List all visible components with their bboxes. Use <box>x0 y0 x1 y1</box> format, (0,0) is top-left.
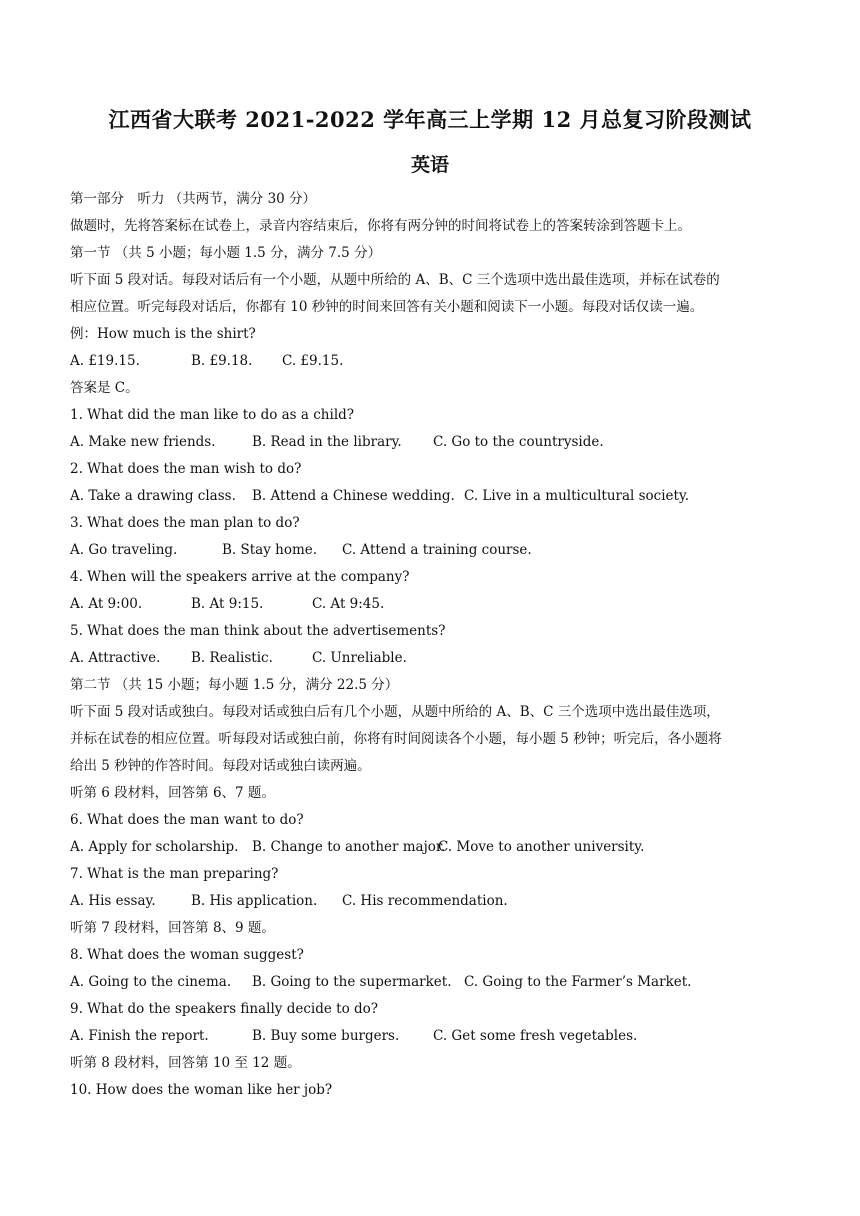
option-c: C. Attend a training course. <box>342 542 532 558</box>
question-text: 2. What does the man wish to do? <box>70 461 302 477</box>
question-text: 1. What did the man like to do as a child? <box>70 407 355 423</box>
question-text: 7. What is the man preparing? <box>70 866 279 882</box>
option-b: B. Change to another major. <box>252 839 446 855</box>
example-question: 例：How much is the shirt? <box>70 326 256 342</box>
section2-heading: 第二节 （共 15 小题；每小题 1.5 分，满分 22.5 分） <box>70 677 399 693</box>
question-text: 6. What does the man want to do? <box>70 812 304 828</box>
option-a: A. Attractive. <box>70 650 161 666</box>
example-options <box>70 348 792 375</box>
section1-instruction-line: 相应位置。听完每段对话后，你都有 10 秒钟的时间来回答有关小题和阅读下一小题。每段对话仅读一遍。 <box>70 299 704 315</box>
part1-instruction: 做题时，先将答案标在试卷上，录音内容结束后，你将有两分钟的时间将试卷上的答案转涂到答题卡上。 <box>70 218 691 234</box>
question-options <box>70 429 792 456</box>
question-options <box>70 1023 792 1050</box>
option-b: B. Going to the supermarket. <box>252 974 452 990</box>
question-options <box>70 591 792 618</box>
option-b: B. At 9:15. <box>191 596 264 612</box>
question-text: 10. How does the woman like her job? <box>70 1082 333 1098</box>
section2-instruction-line: 并标在试卷的相应位置。听每段对话或独白前，你将有时间阅读各个小题，每小题 5 秒钟；听完后，各小题将 <box>70 731 722 747</box>
option-c: C. Get some fresh vegetables. <box>433 1028 638 1044</box>
section2-instruction-line: 给出 5 秒钟的作答时间。每段对话或独白读两遍。 <box>70 758 371 774</box>
question-text: 3. What does the man plan to do? <box>70 515 300 531</box>
option-b: B. Buy some burgers. <box>252 1028 400 1044</box>
question-options <box>70 888 792 915</box>
option-c: C. Move to another university. <box>438 839 645 855</box>
page-title: 江西省大联考 2021-2022 学年高三上学期 12 月总复习阶段测试 <box>108 107 752 132</box>
question-text: 4. When will the speakers arrive at the company? <box>70 569 410 585</box>
option-b: B. Attend a Chinese wedding. <box>252 488 455 504</box>
option-b: B. Realistic. <box>191 650 273 666</box>
question-text: 9. What do the speakers finally decide to do? <box>70 1001 379 1017</box>
question-text: 8. What does the woman suggest? <box>70 947 304 963</box>
section1-heading: 第一节 （共 5 小题；每小题 1.5 分，满分 7.5 分） <box>70 245 382 261</box>
subject-title: 英语 <box>410 154 449 176</box>
part1-heading: 第一部分 听力 （共两节，满分 30 分） <box>70 191 317 207</box>
question-options <box>70 537 792 564</box>
option-b: B. Read in the library. <box>252 434 402 450</box>
question-options <box>70 834 792 861</box>
question-options <box>70 645 792 672</box>
material-instruction: 听第 6 段材料，回答第 6、7 题。 <box>70 785 275 801</box>
option-c: C. Go to the countryside. <box>433 434 604 450</box>
option-c: C. Live in a multicultural society. <box>464 488 690 504</box>
question-text: 5. What does the man think about the advertisements? <box>70 623 446 639</box>
option-a: A. At 9:00. <box>70 596 143 612</box>
option-c: C. Going to the Farmer’s Market. <box>464 974 692 990</box>
option-a: A. Going to the cinema. <box>70 974 232 990</box>
option-a: A. Go traveling. <box>70 542 178 558</box>
option-a: A. Make new friends. <box>70 434 216 450</box>
example-answer: 答案是 C。 <box>70 380 139 396</box>
exam-body <box>70 186 792 1104</box>
section1-instruction-line: 听下面 5 段对话。每段对话后有一个小题，从题中所给的 A、B、C 三个选项中选出最佳选项，并标在试卷的 <box>70 272 720 288</box>
option-a: A. Apply for scholarship. <box>70 839 239 855</box>
option-a: A. His essay. <box>70 893 156 909</box>
option-b: B. Stay home. <box>222 542 318 558</box>
material-instruction: 听第 7 段材料，回答第 8、9 题。 <box>70 920 275 936</box>
option-c: C. At 9:45. <box>312 596 385 612</box>
option-b: B. £9.18. <box>191 353 253 369</box>
option-c: C. His recommendation. <box>342 893 508 909</box>
option-a: A. £19.15. <box>70 353 140 369</box>
option-b: B. His application. <box>191 893 318 909</box>
option-a: A. Finish the report. <box>70 1028 209 1044</box>
question-options <box>70 483 792 510</box>
material-instruction: 听第 8 段材料，回答第 10 至 12 题。 <box>70 1055 301 1071</box>
section2-instruction-line: 听下面 5 段对话或独白。每段对话或独白后有几个小题，从题中所给的 A、B、C 三个选项中选出最佳选项， <box>70 704 720 720</box>
option-c: C. Unreliable. <box>312 650 407 666</box>
option-c: C. £9.15. <box>282 353 344 369</box>
question-options <box>70 969 792 996</box>
option-a: A. Take a drawing class. <box>70 488 236 504</box>
